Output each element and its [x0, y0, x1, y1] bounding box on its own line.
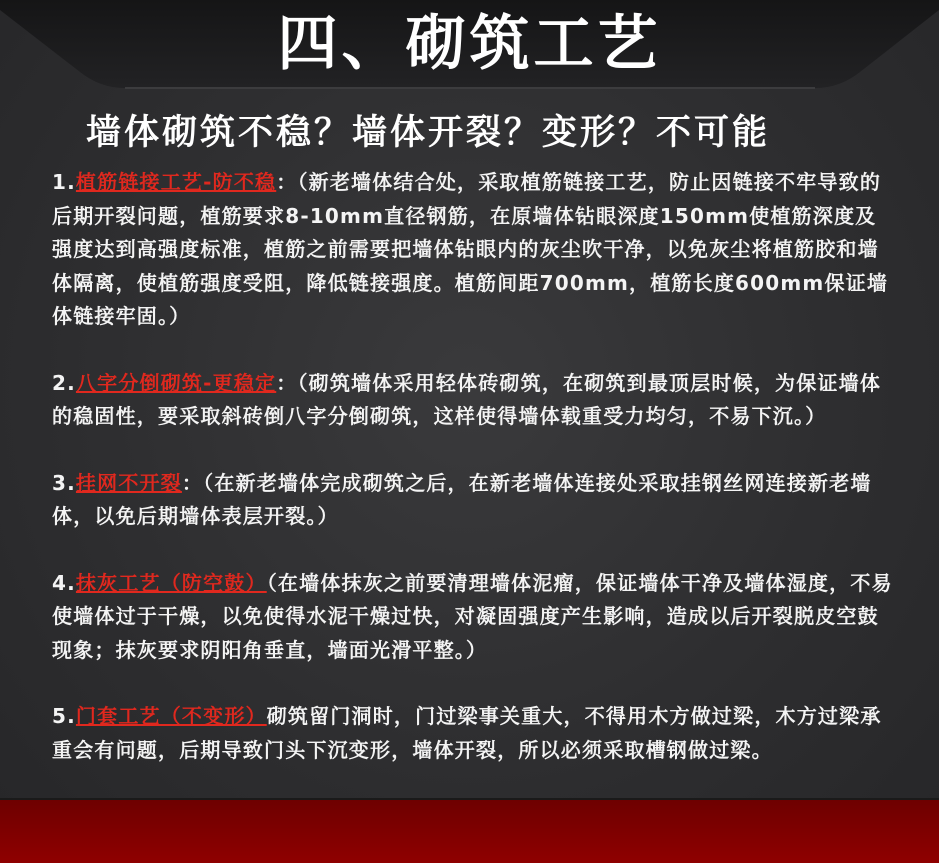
section-body: 砌筑留门洞时，门过梁事关重大，不得用木方做过梁，木方过梁承重会有问题，后期导致门头下沉变形，墙体开裂，所以必须采取槽钢做过梁。	[52, 704, 882, 762]
section-1	[52, 166, 894, 334]
section-highlight: 植筋链接工艺-防不稳	[75, 170, 277, 194]
footer-band	[0, 800, 939, 863]
section-body: （新老墙体结合处，采取植筋链接工艺，防止因链接不牢导致的后期开裂问题，植筋要求8-10mm直径钢筋，在原墙体钻眼深度150mm使植筋深度及强度达到高强度标准，植筋之前需要把墙体钻眼内的灰尘吹干净，以免灰尘将植筋胶和墙体隔离，使植筋强度受阻，降低链接强度。植筋间距700mm，植筋长度600mm保证墙体链接牢固。）	[52, 170, 889, 328]
section-highlight: 八字分倒砌筑-更稳定	[75, 370, 277, 395]
section-body: （在墙体抹灰之前要清理墙体泥瘤，保证墙体干净及墙体湿度，不易使墙体过于干燥，以免使得水泥干燥过快，对凝固强度产生影响，造成以后开裂脱皮空鼓现象；抹灰要求阴阳角垂直，墙面光滑平整。）	[52, 570, 893, 662]
section-body: （砌筑墙体采用轻体砖砌筑，在砌筑到最顶层时候，为保证墙体的稳固性，要采取斜砖倒八字分倒砌筑，这样使得墙体载重受力均匀，不易下沉。）	[52, 370, 882, 428]
section-number: 3.	[52, 470, 76, 495]
section-2	[52, 367, 894, 434]
section-5	[52, 700, 894, 767]
section-highlight: 门套工艺（不变形）	[75, 704, 267, 728]
page-title: 四、砌筑工艺	[277, 9, 662, 79]
section-separator: ：	[181, 470, 204, 495]
section-number: 5.	[52, 704, 76, 728]
content-body	[52, 166, 894, 800]
section-separator: ：	[276, 170, 298, 194]
section-body: （在新老墙体完成砌筑之后，在新老墙体连接处采取挂钢丝网连接新老墙体，以免后期墙体表层开裂。）	[52, 470, 872, 528]
page-subtitle: 墙体砌筑不稳？墙体开裂？变形？不可能	[86, 113, 771, 153]
section-4	[52, 567, 894, 668]
section-number: 2.	[52, 370, 76, 395]
section-highlight: 挂网不开裂	[75, 470, 182, 495]
section-separator: ：	[276, 370, 298, 395]
section-number: 4.	[52, 570, 76, 595]
section-3	[52, 467, 894, 534]
section-number: 1.	[52, 170, 76, 194]
section-highlight: 抹灰工艺（防空鼓）	[75, 570, 267, 595]
